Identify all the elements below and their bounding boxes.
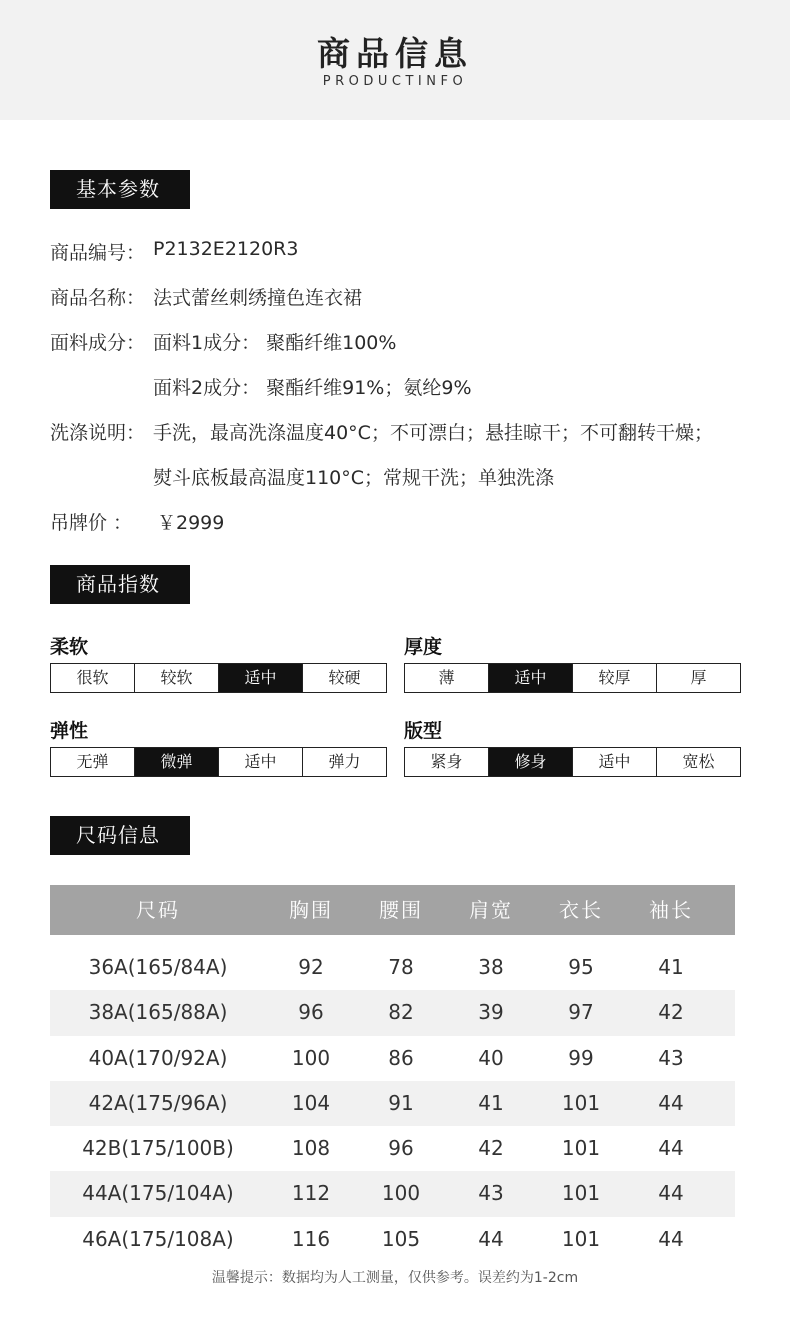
index-option: 宽松 bbox=[656, 748, 740, 776]
index-option: 紧身 bbox=[430, 752, 463, 771]
index-option-selected: 适中 bbox=[218, 664, 302, 692]
param-fabric-label: 面料成分： bbox=[50, 332, 146, 354]
index-thickness-scale bbox=[404, 663, 741, 693]
table-cell: 44 bbox=[658, 1090, 684, 1115]
table-cell: 105 bbox=[381, 1226, 421, 1251]
table-cell: 44A(175/104A) bbox=[82, 1181, 234, 1206]
index-option: 较硬 bbox=[302, 664, 386, 692]
param-code-value: P2132E2120R3 bbox=[153, 238, 299, 260]
table-row bbox=[50, 1171, 735, 1216]
page-subtitle: PRODUCTINFO bbox=[322, 74, 468, 89]
index-softness-scale bbox=[50, 663, 387, 693]
header-banner bbox=[0, 0, 790, 120]
param-wash-1: 手洗，最高洗涤温度40°C；不可漂白；悬挂晾干；不可翻转干燥； bbox=[153, 422, 713, 444]
table-cell: 108 bbox=[291, 1136, 331, 1161]
section-basic-params: 基本参数 bbox=[50, 170, 190, 209]
table-cell: 42 bbox=[658, 1000, 684, 1025]
table-cell: 44 bbox=[658, 1181, 684, 1206]
size-table bbox=[50, 885, 735, 1262]
index-option: 无弹 bbox=[76, 752, 109, 771]
param-name-label: 商品名称： bbox=[50, 287, 146, 309]
table-cell: 100 bbox=[291, 1045, 331, 1070]
table-cell: 96 bbox=[298, 1000, 324, 1025]
index-option: 厚 bbox=[656, 664, 740, 692]
header-cell: 腰围 bbox=[379, 898, 423, 922]
header-cell: 衣长 bbox=[559, 898, 603, 922]
table-cell: 41 bbox=[658, 955, 684, 979]
table-cell: 38A(165/88A) bbox=[88, 1000, 228, 1025]
header-cell: 袖长 bbox=[649, 898, 693, 922]
index-option: 适中 bbox=[572, 748, 656, 776]
table-cell: 101 bbox=[561, 1226, 601, 1251]
index-option: 弹力 bbox=[302, 748, 386, 776]
measurement-note: 温馨提示：数据均为人工测量，仅供参考。误差约为1-2cm bbox=[211, 1270, 579, 1286]
table-cell: 44 bbox=[658, 1226, 684, 1251]
table-cell: 41 bbox=[478, 1090, 504, 1115]
table-cell: 91 bbox=[388, 1090, 414, 1115]
index-elasticity-title: 弹性 bbox=[50, 720, 89, 742]
table-cell: 40 bbox=[478, 1045, 504, 1070]
index-option-selected: 微弹 bbox=[134, 748, 218, 776]
header-cell: 尺码 bbox=[136, 898, 180, 922]
table-cell: 42B(175/100B) bbox=[82, 1136, 234, 1161]
table-row bbox=[50, 1217, 735, 1262]
table-cell: 40A(170/92A) bbox=[88, 1045, 228, 1070]
table-row bbox=[50, 1081, 735, 1126]
table-cell: 39 bbox=[478, 1000, 504, 1025]
index-option: 适中 bbox=[218, 748, 302, 776]
table-cell: 36A(165/84A) bbox=[88, 955, 228, 979]
size-table-header bbox=[50, 885, 735, 935]
section-size-info: 尺码信息 bbox=[50, 816, 190, 855]
param-fabric-1: 面料1成分： 聚酯纤维100% bbox=[153, 332, 397, 354]
table-cell: 99 bbox=[568, 1045, 594, 1070]
table-cell: 43 bbox=[658, 1045, 684, 1070]
table-cell: 78 bbox=[388, 955, 414, 979]
index-fit-title: 版型 bbox=[404, 720, 443, 742]
table-cell: 86 bbox=[388, 1045, 414, 1070]
table-cell: 46A(175/108A) bbox=[82, 1226, 234, 1251]
table-cell: 97 bbox=[568, 1000, 594, 1025]
table-cell: 95 bbox=[568, 955, 594, 979]
index-option-selected: 适中 bbox=[488, 664, 572, 692]
table-cell: 101 bbox=[561, 1090, 601, 1115]
table-cell: 100 bbox=[381, 1181, 421, 1206]
index-option: 很软 bbox=[76, 668, 109, 687]
param-code-label: 商品编号： bbox=[50, 242, 146, 264]
index-elasticity-scale bbox=[50, 747, 387, 777]
param-price-label: 吊牌价 ： bbox=[50, 512, 133, 534]
table-row bbox=[50, 1126, 735, 1171]
table-cell: 101 bbox=[561, 1136, 601, 1161]
header-cell: 胸围 bbox=[289, 898, 333, 922]
param-fabric-2: 面料2成分： 聚酯纤维91%；氨纶9% bbox=[153, 377, 472, 399]
table-cell: 42A(175/96A) bbox=[88, 1090, 228, 1115]
table-cell: 116 bbox=[291, 1226, 331, 1251]
table-cell: 42 bbox=[478, 1136, 504, 1161]
table-cell: 92 bbox=[298, 955, 324, 979]
section-product-index: 商品指数 bbox=[50, 565, 190, 604]
param-price-value: ￥2999 bbox=[157, 512, 225, 534]
table-cell: 43 bbox=[478, 1181, 504, 1206]
table-cell: 101 bbox=[561, 1181, 601, 1206]
index-softness-title: 柔软 bbox=[50, 636, 89, 658]
table-cell: 104 bbox=[291, 1090, 331, 1115]
index-option: 较软 bbox=[134, 664, 218, 692]
param-name-value: 法式蕾丝刺绣撞色连衣裙 bbox=[153, 287, 363, 309]
table-cell: 96 bbox=[388, 1136, 414, 1161]
index-thickness-title: 厚度 bbox=[404, 636, 443, 658]
param-wash-2: 熨斗底板最高温度110°C；常规干洗；单独洗涤 bbox=[153, 467, 555, 489]
table-cell: 44 bbox=[478, 1226, 504, 1251]
index-fit-scale bbox=[404, 747, 741, 777]
table-cell: 82 bbox=[388, 1000, 414, 1025]
table-cell: 38 bbox=[478, 955, 504, 979]
spacer bbox=[50, 935, 735, 945]
table-row bbox=[50, 990, 735, 1035]
header-cell: 肩宽 bbox=[469, 898, 513, 922]
table-cell: 44 bbox=[658, 1136, 684, 1161]
param-wash-label: 洗涤说明： bbox=[50, 422, 146, 444]
table-cell: 112 bbox=[291, 1181, 331, 1206]
index-option: 薄 bbox=[438, 668, 455, 687]
index-option: 较厚 bbox=[572, 664, 656, 692]
page-title: 商品信息 bbox=[317, 34, 473, 73]
index-option-selected: 修身 bbox=[488, 748, 572, 776]
table-row bbox=[50, 945, 735, 990]
table-row bbox=[50, 1036, 735, 1081]
